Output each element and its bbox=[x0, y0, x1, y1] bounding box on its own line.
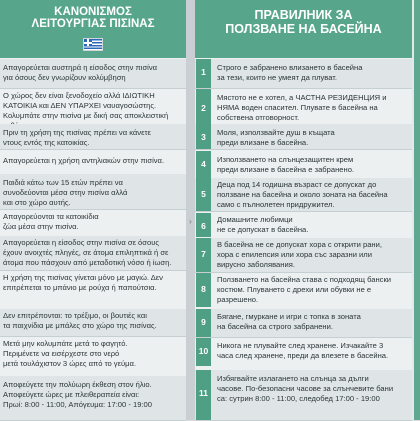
rule-number-badge: 10 bbox=[196, 338, 211, 366]
bulgarian-rule-text: Използването на слънцезащитен крем преди влизане в басейна е забранено. bbox=[217, 155, 355, 174]
bulgarian-rule-text: Никога не плувайте след хранене. Изчакайте 3 часа след хранене, преди да влезете в басейна. bbox=[217, 341, 389, 360]
bulgarian-rule-text: Строго е забранено влизането в басейна за тези, които не умеят да плуват. bbox=[217, 63, 363, 82]
bulgarian-rule-row bbox=[195, 370, 412, 421]
rule-number-badge: 9 bbox=[196, 309, 211, 337]
bulgarian-rule-row bbox=[195, 151, 412, 179]
bulgarian-rule-text: Домашните любимци не се допускат в басейна. bbox=[217, 215, 309, 234]
greek-rule-row bbox=[0, 272, 186, 296]
greek-rule-row bbox=[0, 338, 186, 374]
rule-number-badge: 2 bbox=[196, 89, 211, 130]
greek-rule-text: Απαγορεύεται η είσοδος στην πισίνα σε όσους έχουν ανοιχτές πληγές, σε άτομα επιληπτικά ή σε άτομα που πάσχουν από μεταδοτική νόσο ή ίωση. bbox=[3, 238, 172, 267]
greek-rule-row bbox=[0, 150, 186, 172]
rule-number-badge: 1 bbox=[196, 59, 211, 88]
rule-number-badge: 5 bbox=[196, 178, 211, 211]
greek-rule-row bbox=[0, 376, 186, 421]
bulgarian-rules-panel bbox=[195, 0, 412, 420]
bulgarian-rule-row bbox=[195, 338, 412, 366]
rule-number-badge: 3 bbox=[196, 124, 211, 149]
greek-title-header bbox=[0, 0, 186, 58]
greek-rule-text: Αποφεύγετε την πολύωρη έκθεση στον ήλιο. Αποφεύγετε ώρες με πλειθεραπεία είναι: Πρωί: 8:00 - 11:00, Απόγευμα: 17:00 - 19:00 bbox=[3, 380, 153, 409]
bulgarian-title-header bbox=[195, 0, 412, 58]
greek-rule-text: Απαγορεύονται τα κατοικίδια ζώα μέσα στην πισίνα. bbox=[3, 212, 99, 231]
greek-rule-text: Ο χώρος δεν είναι ξενοδοχείο αλλά ΙΔΙΩΤΙΚΗ ΚΑΤΟΙΚΙΑ και ΔΕΝ ΥΠΑΡΧΕΙ ναυαγοσώστης. Κολυμπάτε στην πισίνα με δική σας αποκλειστική bbox=[3, 91, 169, 120]
greek-rule-row bbox=[0, 124, 186, 150]
bulgarian-rule-row bbox=[195, 273, 412, 307]
greek-rule-text: Η χρήση της πισίνας γίνεται μόνο με μαγιώ. Δεν επιτρέπεται το μπάνιο με ρούχα ή παπούτσια. bbox=[3, 273, 163, 292]
greek-title: ΚΑΝΟΝΙΣΜΟΣ ΛΕΙΤΟΥΡΓΙΑΣ ΠΙΣΙΝΑΣ bbox=[31, 6, 155, 30]
greek-rule-text: Παιδιά κάτω των 15 ετών πρέπει να συνοδεύονται μέσα στην πισίνα αλλά και στο χώρο αυτής. bbox=[3, 178, 128, 207]
greek-rule-row bbox=[0, 309, 186, 337]
bulgarian-rule-text: Ползването на басейна става с подходящ бански костюм. Плуването с дрехи или обувки не е разрешено. bbox=[217, 275, 392, 304]
greek-rule-text: Πριν τη χρήση της πισίνας πρέπει να κάνετε ντους εντός της κατοικίας. bbox=[3, 128, 151, 147]
bulgarian-rule-row bbox=[195, 309, 412, 338]
rule-number-badge: 7 bbox=[196, 238, 211, 272]
greek-rule-text: Απαγορεύεται αυστηρά η είσοδος στην πισίνα για όσους δεν γνωρίζουν κολύμβηση bbox=[3, 63, 158, 82]
bulgarian-rule-text: Мястото не е хотел, а ЧАСТНА РЕЗИДЕНЦИЯ и НЯМА воден спасител. Плувате в басейна на собствена отговорност. bbox=[217, 93, 387, 122]
bulgarian-rule-text: Деца под 14 годишна възраст се допускат до ползване на басейна и около зоната на басейна само с пълнолетен придружител. bbox=[217, 180, 388, 209]
greek-rule-row bbox=[0, 209, 186, 234]
next-panel-edge bbox=[414, 0, 420, 420]
bulgarian-rule-text: Моля, използвайте душ в къщата преди влизане в басейна. bbox=[217, 128, 335, 147]
bulgarian-rule-row bbox=[195, 178, 412, 212]
rule-number-badge: 8 bbox=[196, 273, 211, 307]
greek-rule-row bbox=[0, 174, 186, 210]
greek-rules-panel bbox=[0, 0, 186, 420]
greek-rule-row bbox=[0, 59, 186, 89]
arrow-right-icon: › bbox=[189, 217, 192, 226]
bulgarian-rule-row bbox=[195, 59, 412, 89]
rule-number-badge: 11 bbox=[196, 370, 211, 420]
bulgarian-title: ПРАВИЛНИК ЗА ПОЛЗВАНЕ НА БАСЕЙНА bbox=[225, 8, 382, 36]
greek-rule-text: Μετά μην κολυμπάτε μετά το φαγητό. Περιμένετε να εισέρχεστε στο νερό μετά τουλάχιστον 3 ώρες από το γεύμα. bbox=[3, 339, 137, 368]
rule-number-badge: 6 bbox=[196, 213, 211, 237]
bulgarian-rule-row bbox=[195, 238, 412, 273]
bulgarian-rule-row bbox=[195, 213, 412, 237]
greek-flag-icon bbox=[83, 38, 103, 51]
greek-rule-text: Δεν επιτρέπονται: το τρέξιμο, οι βουτιές και τα παιχνίδια με μπάλες στο χώρο της πισίνας. bbox=[3, 311, 157, 330]
panel-divider bbox=[186, 0, 195, 420]
bulgarian-rule-text: В басейна не се допускат хора с открити рани, хора с епилепсия или хора със заразни или вирусно заболявания. bbox=[217, 240, 382, 269]
greek-rule-row bbox=[0, 236, 186, 271]
bulgarian-rule-text: Бягане, гмуркане и игри с топка в зоната на басейна са строго забранени. bbox=[217, 312, 361, 331]
greek-rule-text: Απαγορεύεται η χρήση αντηλιακών στην πισίνα. bbox=[3, 156, 165, 165]
rule-number-badge: 4 bbox=[196, 151, 211, 179]
bulgarian-rule-row bbox=[195, 124, 412, 150]
bulgarian-rule-text: Избягвайте излагането на слънца за дълги часове. По-безопасни часове за слънчевите бани са: сутрин 8:00 - 11:00, следобед 17:00 - 19:00 bbox=[217, 374, 394, 403]
